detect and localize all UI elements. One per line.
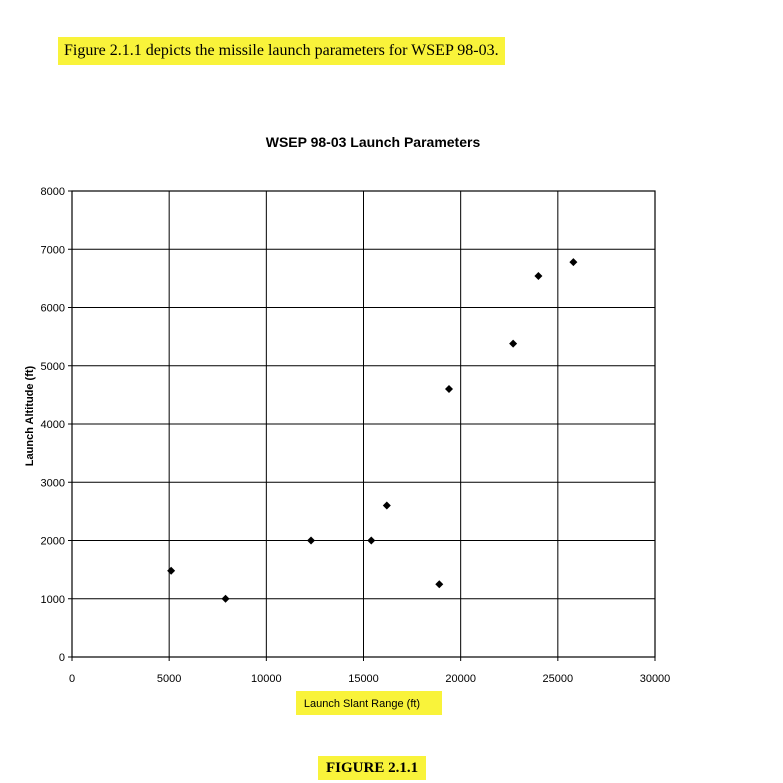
y-tick-label: 2000: [40, 535, 65, 548]
x-tick-labels: [69, 673, 670, 685]
y-tick-label: 6000: [40, 302, 65, 315]
chart-grid: [68, 191, 655, 661]
x-tick-label: 30000: [639, 673, 671, 685]
data-point: [383, 502, 391, 510]
data-point: [435, 580, 443, 588]
x-axis-label: Launch Slant Range (ft): [303, 698, 421, 710]
data-point: [307, 537, 315, 545]
data-point: [445, 385, 453, 393]
y-tick-label: 1000: [40, 593, 65, 606]
x-tick-label: 5000: [156, 673, 182, 685]
y-tick-label: 5000: [40, 360, 65, 373]
data-point: [367, 537, 375, 545]
x-tick-label: 0: [68, 673, 76, 685]
y-tick-label: 3000: [40, 477, 65, 490]
y-tick-label: 7000: [40, 244, 65, 257]
data-point: [509, 340, 517, 348]
x-tick-label: 15000: [348, 673, 379, 685]
chart-title: WSEP 98-03 Launch Parameters: [265, 134, 481, 150]
x-tick-label: 20000: [445, 673, 476, 685]
x-tick-label: 10000: [251, 673, 282, 685]
y-tick-label: 4000: [40, 419, 65, 431]
data-point: [534, 272, 542, 280]
x-tick-label: 25000: [542, 673, 574, 685]
data-point: [569, 258, 577, 266]
figure-label: FIGURE 2.1.1: [318, 756, 426, 780]
y-tick-labels: [41, 186, 65, 664]
data-point: [167, 567, 175, 575]
data-points: [167, 258, 577, 603]
intro-sentence: Figure 2.1.1 depicts the missile launch parameters for WSEP 98-03.: [58, 37, 505, 65]
y-tick-label: 8000: [40, 186, 65, 198]
data-point: [222, 595, 230, 603]
y-axis-label: Launch Altitude (ft): [24, 365, 36, 467]
y-tick-label: 0: [58, 652, 65, 664]
